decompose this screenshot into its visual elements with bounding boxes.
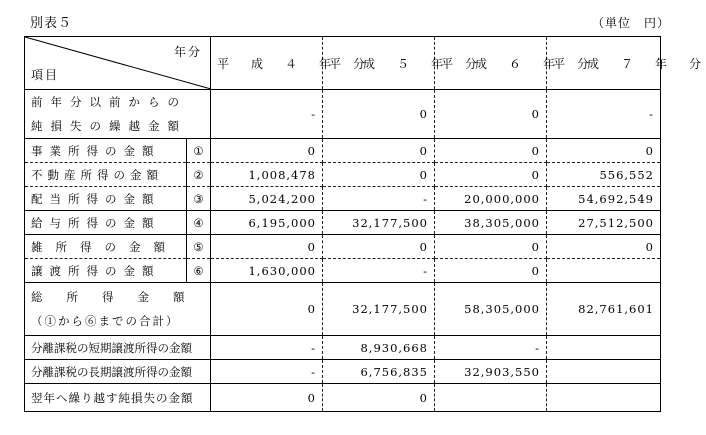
- cell-value: 1,008,478: [211, 163, 323, 187]
- row-label: 前年分以前からの 純損失の繰越金額: [25, 90, 211, 139]
- table-row: [25, 259, 661, 283]
- row-number: ⑥: [187, 259, 211, 283]
- table-row: [25, 384, 661, 412]
- cell-value: 38,305,000: [435, 211, 547, 235]
- table-row: [25, 283, 661, 336]
- cell-value: 0: [435, 90, 547, 139]
- row-number: ①: [187, 139, 211, 163]
- cell-value: 0: [323, 163, 435, 187]
- cell-value: 20,000,000: [435, 187, 547, 211]
- cell-value: -: [211, 90, 323, 139]
- row-label: 分離課税の長期譲渡所得の金額: [25, 360, 211, 384]
- unit-label: （単位 円）: [591, 16, 670, 30]
- table-row: [25, 187, 661, 211]
- cell-value: 1,630,000: [211, 259, 323, 283]
- cell-value: -: [211, 360, 323, 384]
- cell-value: 0: [323, 139, 435, 163]
- cell-value: 0: [435, 163, 547, 187]
- row-label: 雑所得の金額: [25, 235, 187, 259]
- cell-value: 0: [547, 139, 661, 163]
- income-table: [24, 36, 706, 412]
- cell-value: 556,552: [547, 163, 661, 187]
- table-row: [25, 163, 661, 187]
- cell-value: 54,692,549: [547, 187, 661, 211]
- row-label: 給与所得の金額: [25, 211, 187, 235]
- row-label: 総所得金額 （①から⑥までの合計）: [25, 283, 211, 336]
- cell-value: 0: [211, 384, 323, 412]
- cell-value: -: [211, 336, 323, 360]
- cell-value: 32,177,500: [323, 211, 435, 235]
- year-header-h4: 平 成 ４ 年 分: [211, 37, 323, 90]
- cell-value: 0: [211, 139, 323, 163]
- cell-value: [547, 384, 661, 412]
- cell-value: 6,756,835: [323, 360, 435, 384]
- table-row: [25, 139, 661, 163]
- cell-value: -: [435, 336, 547, 360]
- cell-value: 82,761,601: [547, 283, 661, 336]
- corner-bottom-label: 項目: [31, 68, 60, 82]
- cell-value: 0: [547, 235, 661, 259]
- cell-value: [547, 336, 661, 360]
- table-row: [25, 360, 661, 384]
- row-label: 事業所得の金額: [25, 139, 187, 163]
- cell-value: [435, 384, 547, 412]
- cell-value: 0: [323, 384, 435, 412]
- row-label: 配当所得の金額: [25, 187, 187, 211]
- row-number: ⑤: [187, 235, 211, 259]
- header-row: [25, 37, 661, 90]
- cell-value: 0: [323, 235, 435, 259]
- year-header-h5: 平 成 ５ 年 分: [323, 37, 435, 90]
- cell-value: 32,903,550: [435, 360, 547, 384]
- cell-value: 0: [323, 90, 435, 139]
- table-row: [25, 211, 661, 235]
- corner-top-label: 年分: [173, 45, 202, 59]
- cell-value: -: [323, 187, 435, 211]
- corner-cell: [25, 37, 211, 90]
- row-label: 分離課税の短期譲渡所得の金額: [25, 336, 211, 360]
- row-number: ②: [187, 163, 211, 187]
- cell-value: 27,512,500: [547, 211, 661, 235]
- row-number: ④: [187, 211, 211, 235]
- cell-value: 8,930,668: [323, 336, 435, 360]
- cell-value: 0: [435, 259, 547, 283]
- cell-value: 5,024,200: [211, 187, 323, 211]
- cell-value: [547, 360, 661, 384]
- cell-value: 0: [211, 283, 323, 336]
- cell-value: [547, 259, 661, 283]
- cell-value: 0: [211, 235, 323, 259]
- table-row: [25, 235, 661, 259]
- cell-value: 32,177,500: [323, 283, 435, 336]
- cell-value: 0: [435, 139, 547, 163]
- row-label: 翌年へ繰り越す純損失の金額: [25, 384, 211, 412]
- row-number: ③: [187, 187, 211, 211]
- cell-value: 0: [435, 235, 547, 259]
- table-caption: 別表５: [30, 16, 73, 31]
- cell-value: 6,195,000: [211, 211, 323, 235]
- table-row: [25, 90, 661, 139]
- cell-value: -: [547, 90, 661, 139]
- year-header-h6: 平 成 ６ 年 分: [435, 37, 547, 90]
- cell-value: -: [323, 259, 435, 283]
- table-row: [25, 336, 661, 360]
- year-header-h7: 平 成 ７ 年 分: [547, 37, 661, 90]
- row-label: 譲渡所得の金額: [25, 259, 187, 283]
- cell-value: 58,305,000: [435, 283, 547, 336]
- row-label: 不動産所得の金額: [25, 163, 187, 187]
